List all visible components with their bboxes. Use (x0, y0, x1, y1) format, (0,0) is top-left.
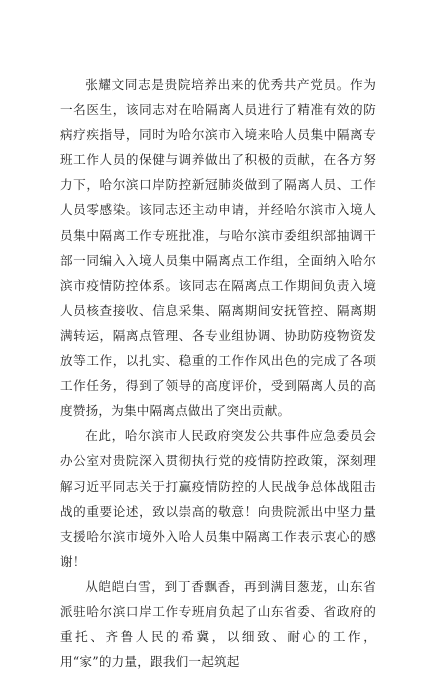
paragraph-gratitude: 在此，哈尔滨市人民政府突发公共事件应急委员会办公室对贵院深入贯彻执行党的疫情防控政策，深刻理解习近平同志关于打赢疫情防控的人民战争总体战阻击战的重要论述，致以崇高的敬意！向贵院派出中坚力量支援哈尔滨市境外入哈人员集中隔离工作表示衷心的感谢！ (60, 428, 376, 569)
paragraph-continuation: 从皑皑白雪，到丁香飘香，再到满目葱茏，山东省派驻哈尔滨口岸工作专班肩负起了山东省委、省政府的重托、齐鲁人民的希冀，以细致、耐心的工作，用“家”的力量，跟我们一起筑起 (60, 578, 376, 670)
paragraph-commendation: 张耀文同志是贵院培养出来的优秀共产党员。作为一名医生，该同志对在哈隔离人员进行了精准有效的防病疗疾指导，同时为哈尔滨市入境来哈人员集中隔离专班工作人员的保健与调养做出了积极的贡献，在各方努力下，哈尔滨口岸防控新冠肺炎做到了隔离人员、工作人员零感染。该同志还主动申请，并经哈尔滨市入境人员集中隔离工作专班批准，与哈尔滨市委组织部抽调干部一同编入入境人员集中隔离点工作组，全面纳入哈尔滨市疫情防控体系。该同志在隔离点工作期间负责入境人员核查接收、信息采集、隔离期间安抚管控、隔离期满转运，隔离点管理、各专业组协调、协助防疫物资发放等工作，以扎实、稳重的工作作风出色的完成了各项工作任务，得到了领导的高度评价，受到隔离人员的高度赞扬，为集中隔离点做出了突出贡献。 (60, 77, 376, 419)
letter-body (60, 72, 376, 674)
